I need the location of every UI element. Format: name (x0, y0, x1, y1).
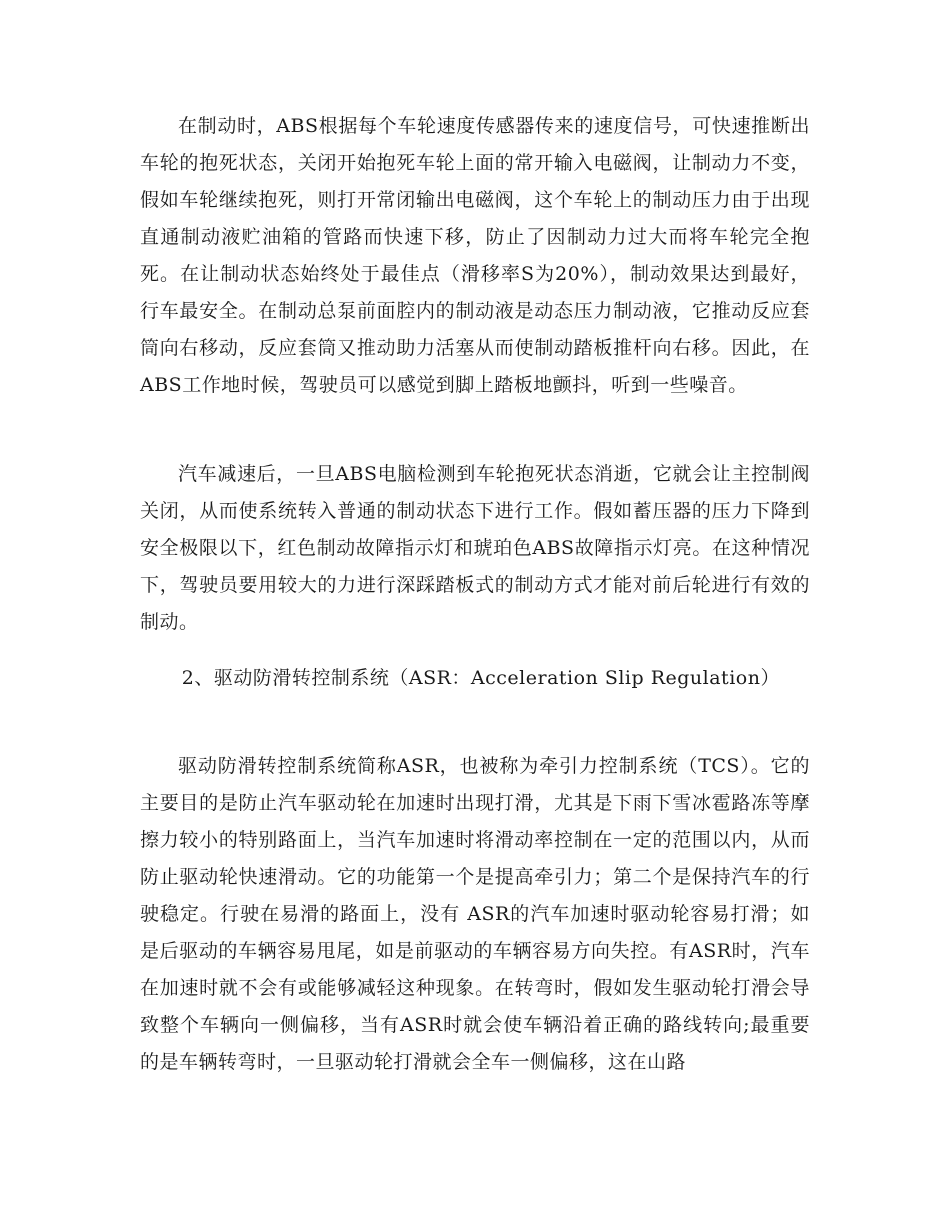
paragraph-abs-deceleration: 汽车减速后，一旦ABS电脑检测到车轮抱死状态消逝，它就会让主控制阀关闭，从而使系统转入普通的制动状态下进行工作。假如蓄压器的压力下降到安全极限以下，红色制动故障指示灯和琥珀色ABS故障指示灯亮。在这种情况下，驾驶员要用较大的力进行深踩踏板式的制动方式才能对前后轮进行有效的制动。 (140, 463, 810, 633)
paragraph-abs-braking: 在制动时，ABS根据每个车轮速度传感器传来的速度信号，可快速推断出车轮的抱死状态，关闭开始抱死车轮上面的常开输入电磁阀，让制动力不变，假如车轮继续抱死，则打开常闭输出电磁阀，这个车轮上的制动压力由于出现直通制动液贮油箱的管路而快速下移，防止了因制动力过大而将车轮完全抱死。在让制动状态始终处于最佳点（滑移率S为20%），制动效果达到最好，行车最安全。在制动总泵前面腔内的制动液是动态压力制动液，它推动反应套筒向右移动，反应套筒又推动助力活塞从而使制动踏板推杆向右移。因此，在ABS工作地时候，驾驶员可以感觉到脚上踏板地颤抖，听到一些噪音。 (140, 115, 810, 396)
paragraph-asr-description: 驱动防滑转控制系统简称ASR，也被称为牵引力控制系统（TCS）。它的主要目的是防止汽车驱动轮在加速时出现打滑，尤其是下雨下雪冰雹路冻等摩擦力较小的特别路面上，当汽车加速时将滑动率控制在一定的范围以内，从而防止驱动轮快速滑动。它的功能第一个是提高牵引力；第二个是保持汽车的行驶稳定。行驶在易滑的路面上，没有 ASR的汽车加速时驱动轮容易打滑；如是后驱动的车辆容易甩尾，如是前驱动的车辆容易方向失控。有ASR时，汽车在加速时就不会有或能够减轻这种现象。在转弯时，假如发生驱动轮打滑会导致整个车辆向一侧偏移，当有ASR时就会使车辆沿着正确的路线转向;最重要的是车辆转弯时，一旦驱动轮打滑就会全车一侧偏移，这在山路 (140, 755, 810, 1073)
section-heading-asr: 2、驱动防滑转控制系统（ASR：Acceleration Slip Regulation） (181, 667, 780, 689)
